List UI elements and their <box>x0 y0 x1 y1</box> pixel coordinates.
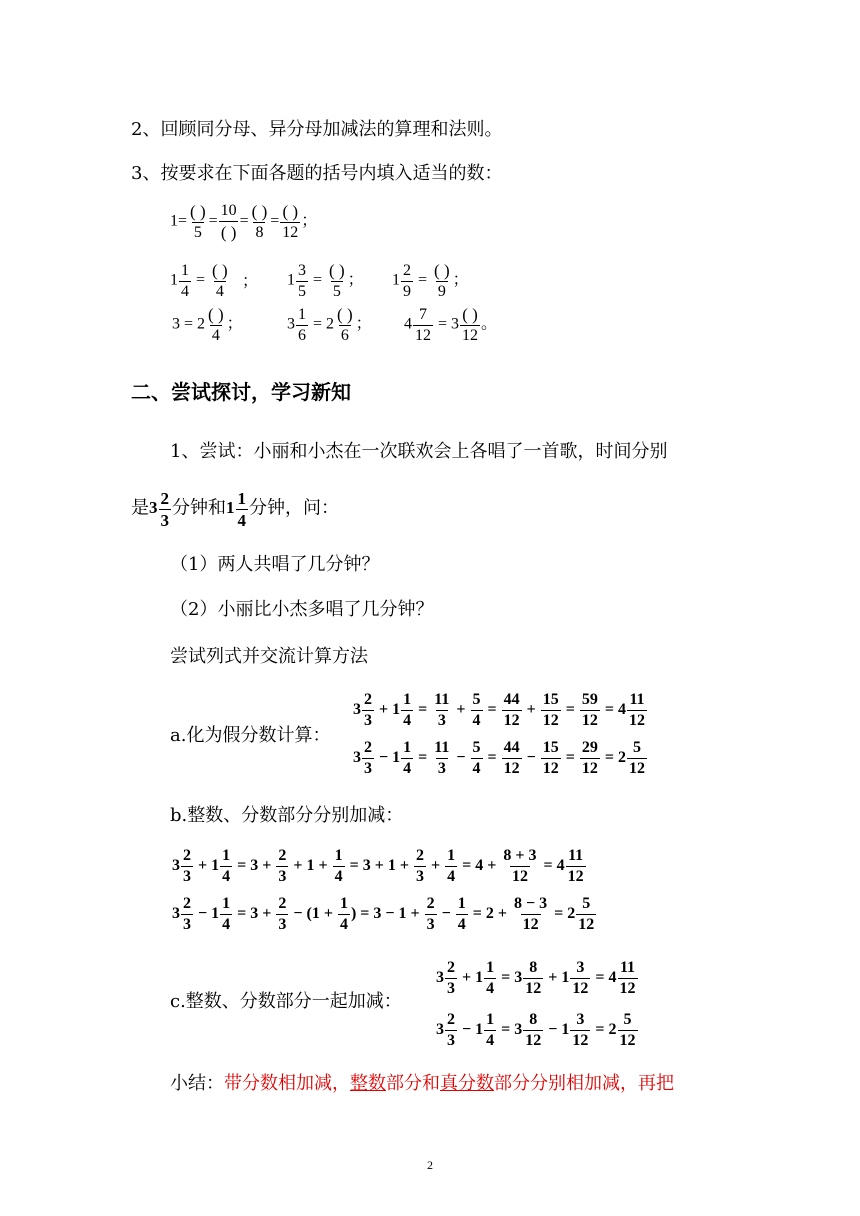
section-heading: 二、尝试探讨，学习新知 <box>131 380 351 404</box>
method-c-eq-1: 3 $\frac{2}{3}$ + 1 $\frac{1}{4}$ = 3 $\frac{8}{12}$ + 1 $\frac{3}{12}$ = 4 $\frac{11}{12}$ <box>436 959 636 997</box>
try-instruction: 尝试列式并交流计算方法 <box>170 646 368 667</box>
fill-row-1: 1= $\frac{( )}{5}$ = $\frac{10}{( )}$ = $\frac{( )}{8}$ = $\frac{( )}{12}$ ； <box>170 202 318 242</box>
method-b-eq-1: 3 $\frac{2}{3}$ + 1 $\frac{1}{4}$ = 3 + $\frac{2}{3}$ + 1 + $\frac{1}{4}$ = 3 + 1 + $\frac{2}{3}$ + $\frac{1}{4}$ = 4 + $\frac{8 + 3}{12}$ = 4 $\frac{11}{12}$ <box>172 847 584 885</box>
method-c-label: c.整数、分数部分一起加减： <box>170 991 402 1012</box>
method-b-eq-2: 3 $\frac{2}{3}$ − 1 $\frac{1}{4}$ = 3 + $\frac{2}{3}$ − (1 + $\frac{1}{4}$ ) = 3 − 1 + $\frac{2}{3}$ − $\frac{1}{4}$ = 2 + $\frac{8 - 3}{12}$ = 2 $\frac{5}{12}$ <box>172 895 595 933</box>
question-2: （2）小丽比小杰多唱了几分钟？ <box>170 599 434 620</box>
page-number: 2 <box>427 1158 433 1172</box>
method-a-eq-2: 3 $\frac{2}{3}$ − 1 $\frac{1}{4}$ = $\frac{11}{3}$ − $\frac{5}{4}$ = $\frac{44}{12}$ − $\frac{15}{12}$ = $\frac{29}{12}$ = 2 $\frac{5}{12}$ <box>353 739 645 777</box>
fill-row-3-c: 4 $\frac{7}{12}$ = 3 $\frac{( )}{12}$ 。 <box>404 305 498 344</box>
question-1: （1）两人共唱了几分钟？ <box>170 554 380 575</box>
fill-row-2-b: 1 $\frac{3}{5}$ = $\frac{( )}{5}$ ； <box>287 261 364 300</box>
summary-line: 小结：带分数相加减，整数部分和真分数部分分别相加减，再把 <box>170 1073 674 1094</box>
method-a-label: a.化为假分数计算： <box>170 725 331 746</box>
problem-line-2: 是3 $\frac{2}{3}$ 分钟和1 $\frac{1}{4}$ 分钟，问： <box>131 489 339 530</box>
method-b-label: b.整数、分数部分分别加减： <box>170 805 404 826</box>
review-item-2: 2、回顾同分母、异分母加减法的算理和法则。 <box>131 119 503 140</box>
problem-line-1: 1、尝试：小丽和小杰在一次联欢会上各唱了一首歌，时间分别 <box>170 441 668 462</box>
method-c-eq-2: 3 $\frac{2}{3}$ − 1 $\frac{1}{4}$ = 3 $\frac{8}{12}$ − 1 $\frac{3}{12}$ = 2 $\frac{5}{12}$ <box>436 1011 636 1049</box>
fill-row-2-sep1: ； <box>242 273 259 290</box>
fill-row-3-b: 3 $\frac{1}{6}$ = 2 $\frac{( )}{6}$ ； <box>287 305 372 344</box>
fill-row-3-a: 3 = 2 $\frac{( )}{4}$ ； <box>172 305 243 344</box>
review-item-3: 3、按要求在下面各题的括号内填入适当的数： <box>131 163 503 184</box>
method-a-eq-1: 3 $\frac{2}{3}$ + 1 $\frac{1}{4}$ = $\frac{11}{3}$ + $\frac{5}{4}$ = $\frac{44}{12}$ + $\frac{15}{12}$ = $\frac{59}{12}$ = 4 $\frac{11}{12}$ <box>353 691 645 729</box>
fill-row-2-c: 1 $\frac{2}{9}$ = $\frac{( )}{9}$ ； <box>392 261 469 300</box>
fill-row-2: 1 $\frac{1}{4}$ = $\frac{( )}{4}$ <box>170 261 228 300</box>
